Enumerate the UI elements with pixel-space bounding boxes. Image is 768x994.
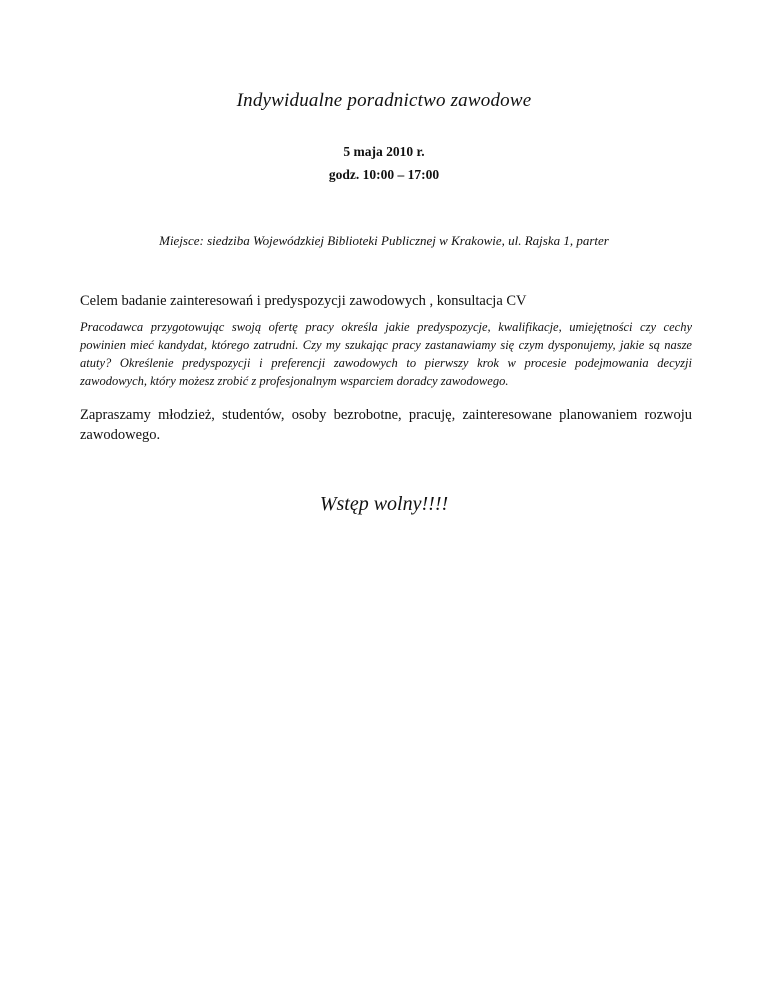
- event-hours: godz. 10:00 – 17:00: [328, 167, 440, 182]
- document-title: Indywidualne poradnictwo zawodowe: [236, 90, 532, 111]
- event-aim: Celem badanie zainteresowań i predyspozycji zawodowych , konsultacja CV: [80, 293, 527, 309]
- event-location: Miejsce: siedziba Wojewódzkiej Biblioteki Publicznej w Krakowie, ul. Rajska 1, parter: [159, 233, 609, 248]
- event-description: Pracodawca przygotowując swoją ofertę pracy określa jakie predyspozycje, kwalifikacje, umiejętności czy cechy powinien mieć kandydat, którego zatrudni. Czy my szukając pracy zastanawiamy się czym dysponujemy, jakie są nasze atuty? Określenie predyspozycji i preferencji zawodowych to pierwszy krok w procesie podejmowania decyzji zawodowych, który możesz zrobić z profesjonalnym wsparciem doradcy zawodowego.: [80, 320, 692, 388]
- free-entry-note: Wstęp wolny!!!!: [319, 493, 449, 515]
- invitation-text: Zapraszamy młodzież, studentów, osoby bezrobotne, pracuję, zainteresowane planowaniem rozwoju zawodowego.: [80, 407, 692, 443]
- event-date: 5 maja 2010 r.: [343, 144, 425, 159]
